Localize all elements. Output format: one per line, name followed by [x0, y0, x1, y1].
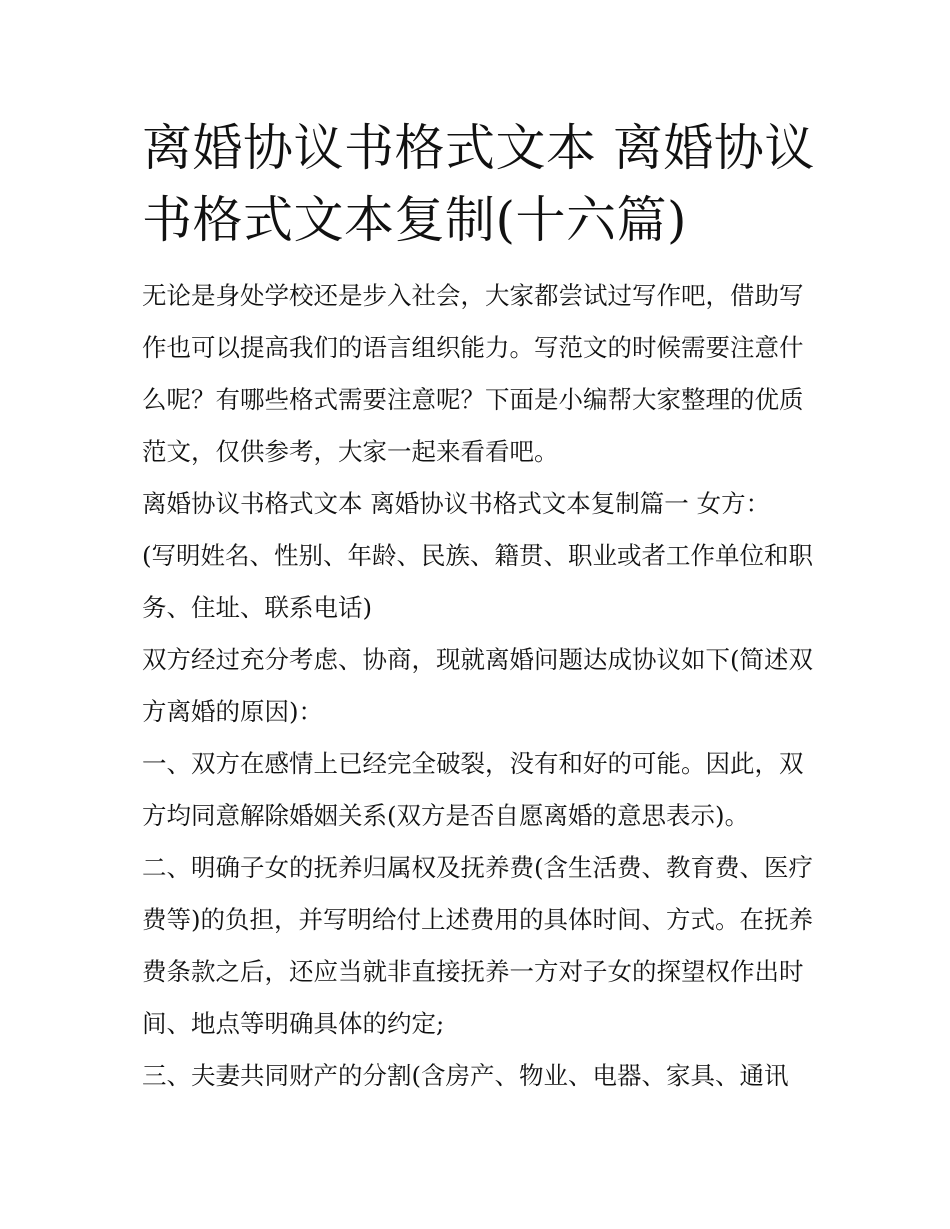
- section-heading-paragraph: 离婚协议书格式文本 离婚协议书格式文本复制篇一 女方：: [142, 489, 771, 518]
- document-title: 离婚协议书格式文本 离婚协议书格式文本复制(十六篇): [142, 119, 815, 249]
- clause-three-paragraph: 三、夫妻共同财产的分割(含房产、物业、电器、家具、通讯: [142, 1061, 789, 1090]
- clause-two-paragraph: 二、明确子女的抚养归属权及抚养费(含生活费、教育费、医疗费等)的负担，并写明给付上述费用的具体时间、方式。在抚养费条款之后，还应当就非直接抚养一方对子女的探望权作出时间、地点等明确具体的约定;: [142, 853, 814, 1038]
- intro-paragraph: 无论是身处学校还是步入社会，大家都尝试过写作吧，借助写作也可以提高我们的语言组织能力。写范文的时候需要注意什么呢？有哪些格式需要注意呢？下面是小编帮大家整理的优质范文，仅供参考，大家一起来看看吧。: [142, 281, 804, 466]
- document-content: [142, 112, 818, 1102]
- agreement-intro-paragraph: 双方经过充分考虑、协商，现就离婚问题达成协议如下(简述双方离婚的原因)：: [142, 645, 814, 726]
- party-info-paragraph: (写明姓名、性别、年龄、民族、籍贯、职业或者工作单位和职务、住址、联系电话): [142, 541, 814, 622]
- clause-one-paragraph: 一、双方在感情上已经完全破裂，没有和好的可能。因此，双方均同意解除婚姻关系(双方是否自愿离婚的意思表示)。: [142, 749, 804, 830]
